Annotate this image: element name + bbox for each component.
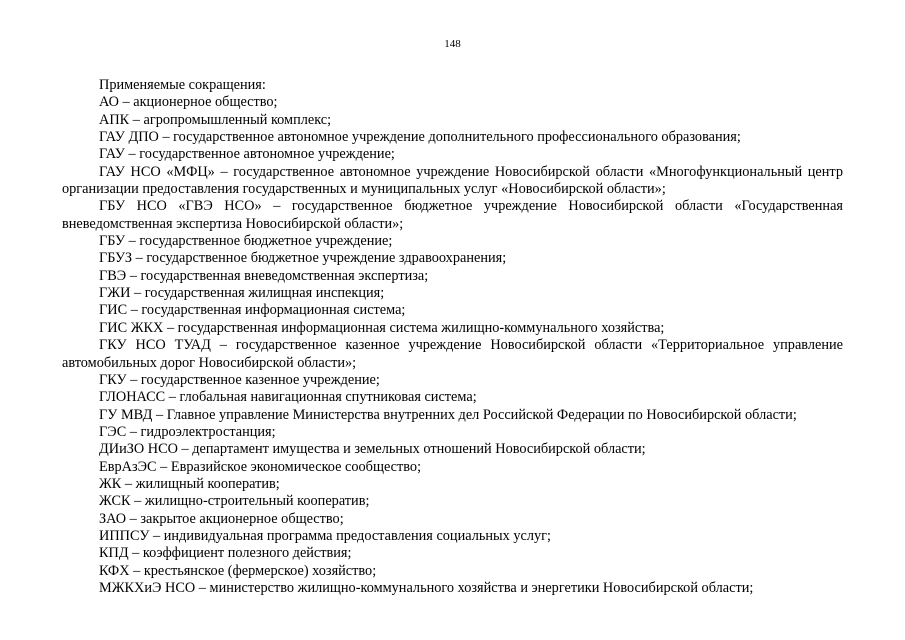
list-item: ГЛОНАСС – глобальная навигационная спутниковая система;: [99, 389, 477, 406]
list-item: АПК – агропромышленный комплекс;: [99, 111, 332, 128]
list-item: ГБУ НСО «ГВЭ НСО» – государственное бюджетное учреждение Новосибирской области «Государственная вневедомственная экспертиза Новосибирской области»;: [62, 198, 843, 232]
list-item: ГУ МВД – Главное управление Министерства внутренних дел Российской Федерации по Новосибирской области;: [99, 406, 797, 423]
list-item: ГБУ – государственное бюджетное учреждение;: [99, 233, 393, 250]
list-item: ГЭС – гидроэлектростанция;: [99, 423, 276, 440]
list-item: ЗАО – закрытое акционерное общество;: [99, 510, 344, 527]
list-item: ГЖИ – государственная жилищная инспекция;: [99, 285, 385, 302]
abbreviations-list: [62, 77, 843, 597]
list-item: ЕврАзЭС – Евразийское экономическое сообщество;: [99, 458, 422, 475]
list-heading: Применяемые сокращения:: [99, 77, 266, 93]
list-item: ГКУ НСО ТУАД – государственное казенное учреждение Новосибирской области «Территориальное управление автомобильных дорог Новосибирской области»;: [62, 337, 843, 371]
page-number: 148: [444, 38, 461, 50]
list-item: ГВЭ – государственная вневедомственная экспертиза;: [99, 267, 429, 284]
list-item: КПД – коэффициент полезного действия;: [99, 545, 352, 562]
list-item: ГКУ – государственное казенное учреждение;: [99, 371, 380, 388]
list-item: ДИиЗО НСО – департамент имущества и земельных отношений Новосибирской области;: [99, 441, 646, 458]
list-item: МЖКХиЭ НСО – министерство жилищно-коммунального хозяйства и энергетики Новосибирской области;: [99, 579, 754, 596]
list-item: ГБУЗ – государственное бюджетное учреждение здравоохранения;: [99, 250, 507, 267]
list-item: ГИС ЖКХ – государственная информационная система жилищно-коммунального хозяйства;: [99, 319, 665, 336]
list-item: ЖК – жилищный кооператив;: [99, 475, 280, 492]
list-item: ЖСК – жилищно-строительный кооператив;: [99, 493, 370, 510]
list-item: ГИС – государственная информационная система;: [99, 302, 406, 319]
list-item: ГАУ ДПО – государственное автономное учреждение дополнительного профессионального образования;: [99, 129, 741, 146]
list-item: КФХ – крестьянское (фермерское) хозяйство;: [99, 562, 377, 579]
list-item: ГАУ НСО «МФЦ» – государственное автономное учреждение Новосибирской области «Многофункциональный центр организации предоставления государственных и муниципальных услуг «Новосибирской области»;: [62, 163, 843, 198]
list-item: ГАУ – государственное автономное учреждение;: [99, 146, 395, 163]
list-item: АО – акционерное общество;: [99, 94, 278, 111]
list-item: ИППСУ – индивидуальная программа предоставления социальных услуг;: [99, 527, 551, 544]
